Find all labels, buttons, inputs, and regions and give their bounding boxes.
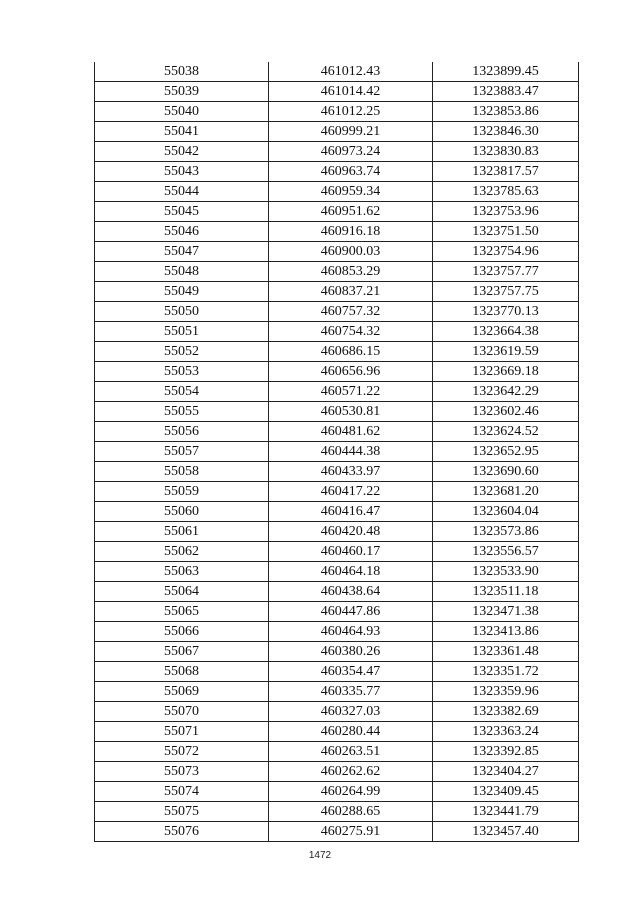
easting-cell: 460433.97	[269, 462, 433, 482]
table-row	[95, 322, 579, 342]
table-row	[95, 822, 579, 842]
northing-cell: 1323511.18	[433, 582, 579, 602]
easting-cell: 461012.25	[269, 102, 433, 122]
northing-cell: 1323830.83	[433, 142, 579, 162]
table-row	[95, 682, 579, 702]
coordinate-table	[94, 62, 579, 842]
northing-cell: 1323681.20	[433, 482, 579, 502]
easting-cell: 460460.17	[269, 542, 433, 562]
table-row	[95, 662, 579, 682]
northing-cell: 1323751.50	[433, 222, 579, 242]
northing-cell: 1323361.48	[433, 642, 579, 662]
table-row	[95, 122, 579, 142]
northing-cell: 1323556.57	[433, 542, 579, 562]
easting-cell: 460481.62	[269, 422, 433, 442]
easting-cell: 460420.48	[269, 522, 433, 542]
northing-cell: 1323652.95	[433, 442, 579, 462]
table-row	[95, 802, 579, 822]
point-id-cell: 55065	[95, 602, 269, 622]
table-row	[95, 182, 579, 202]
easting-cell: 461012.43	[269, 62, 433, 82]
easting-cell: 460335.77	[269, 682, 433, 702]
northing-cell: 1323457.40	[433, 822, 579, 842]
point-id-cell: 55053	[95, 362, 269, 382]
easting-cell: 460686.15	[269, 342, 433, 362]
easting-cell: 460571.22	[269, 382, 433, 402]
northing-cell: 1323409.45	[433, 782, 579, 802]
table-row	[95, 482, 579, 502]
table-row	[95, 142, 579, 162]
northing-cell: 1323413.86	[433, 622, 579, 642]
table-body	[95, 62, 579, 842]
northing-cell: 1323883.47	[433, 82, 579, 102]
easting-cell: 460999.21	[269, 122, 433, 142]
northing-cell: 1323817.57	[433, 162, 579, 182]
coordinate-table-container	[94, 62, 578, 842]
easting-cell: 460380.26	[269, 642, 433, 662]
point-id-cell: 55069	[95, 682, 269, 702]
point-id-cell: 55043	[95, 162, 269, 182]
table-row	[95, 762, 579, 782]
easting-cell: 460754.32	[269, 322, 433, 342]
point-id-cell: 55049	[95, 282, 269, 302]
easting-cell: 460444.38	[269, 442, 433, 462]
northing-cell: 1323471.38	[433, 602, 579, 622]
easting-cell: 460464.93	[269, 622, 433, 642]
northing-cell: 1323757.75	[433, 282, 579, 302]
easting-cell: 460275.91	[269, 822, 433, 842]
point-id-cell: 55057	[95, 442, 269, 462]
table-row	[95, 282, 579, 302]
point-id-cell: 55063	[95, 562, 269, 582]
table-row	[95, 742, 579, 762]
point-id-cell: 55073	[95, 762, 269, 782]
point-id-cell: 55050	[95, 302, 269, 322]
northing-cell: 1323533.90	[433, 562, 579, 582]
northing-cell: 1323363.24	[433, 722, 579, 742]
northing-cell: 1323690.60	[433, 462, 579, 482]
table-row	[95, 162, 579, 182]
northing-cell: 1323846.30	[433, 122, 579, 142]
point-id-cell: 55070	[95, 702, 269, 722]
northing-cell: 1323573.86	[433, 522, 579, 542]
point-id-cell: 55071	[95, 722, 269, 742]
point-id-cell: 55054	[95, 382, 269, 402]
northing-cell: 1323441.79	[433, 802, 579, 822]
northing-cell: 1323899.45	[433, 62, 579, 82]
table-row	[95, 82, 579, 102]
easting-cell: 460973.24	[269, 142, 433, 162]
northing-cell: 1323664.38	[433, 322, 579, 342]
point-id-cell: 55062	[95, 542, 269, 562]
table-row	[95, 522, 579, 542]
northing-cell: 1323754.96	[433, 242, 579, 262]
page-number: 1472	[308, 850, 332, 861]
easting-cell: 460262.62	[269, 762, 433, 782]
easting-cell: 460327.03	[269, 702, 433, 722]
table-row	[95, 362, 579, 382]
easting-cell: 460853.29	[269, 262, 433, 282]
table-row	[95, 262, 579, 282]
easting-cell: 461014.42	[269, 82, 433, 102]
point-id-cell: 55076	[95, 822, 269, 842]
easting-cell: 460530.81	[269, 402, 433, 422]
table-row	[95, 562, 579, 582]
table-row	[95, 642, 579, 662]
northing-cell: 1323351.72	[433, 662, 579, 682]
easting-cell: 460288.65	[269, 802, 433, 822]
table-row	[95, 422, 579, 442]
easting-cell: 460656.96	[269, 362, 433, 382]
point-id-cell: 55068	[95, 662, 269, 682]
point-id-cell: 55067	[95, 642, 269, 662]
table-row	[95, 102, 579, 122]
point-id-cell: 55064	[95, 582, 269, 602]
point-id-cell: 55047	[95, 242, 269, 262]
point-id-cell: 55055	[95, 402, 269, 422]
easting-cell: 460416.47	[269, 502, 433, 522]
point-id-cell: 55052	[95, 342, 269, 362]
point-id-cell: 55045	[95, 202, 269, 222]
easting-cell: 460837.21	[269, 282, 433, 302]
table-row	[95, 382, 579, 402]
easting-cell: 460264.99	[269, 782, 433, 802]
northing-cell: 1323604.04	[433, 502, 579, 522]
northing-cell: 1323382.69	[433, 702, 579, 722]
table-row	[95, 722, 579, 742]
northing-cell: 1323753.96	[433, 202, 579, 222]
northing-cell: 1323853.86	[433, 102, 579, 122]
table-row	[95, 202, 579, 222]
table-row	[95, 242, 579, 262]
northing-cell: 1323359.96	[433, 682, 579, 702]
easting-cell: 460464.18	[269, 562, 433, 582]
northing-cell: 1323642.29	[433, 382, 579, 402]
point-id-cell: 55044	[95, 182, 269, 202]
table-row	[95, 582, 579, 602]
point-id-cell: 55060	[95, 502, 269, 522]
point-id-cell: 55066	[95, 622, 269, 642]
table-row	[95, 342, 579, 362]
point-id-cell: 55048	[95, 262, 269, 282]
table-row	[95, 62, 579, 82]
northing-cell: 1323770.13	[433, 302, 579, 322]
table-row	[95, 442, 579, 462]
point-id-cell: 55046	[95, 222, 269, 242]
table-row	[95, 402, 579, 422]
northing-cell: 1323404.27	[433, 762, 579, 782]
easting-cell: 460757.32	[269, 302, 433, 322]
point-id-cell: 55051	[95, 322, 269, 342]
table-row	[95, 462, 579, 482]
point-id-cell: 55041	[95, 122, 269, 142]
table-row	[95, 542, 579, 562]
northing-cell: 1323624.52	[433, 422, 579, 442]
northing-cell: 1323392.85	[433, 742, 579, 762]
northing-cell: 1323785.63	[433, 182, 579, 202]
northing-cell: 1323669.18	[433, 362, 579, 382]
northing-cell: 1323619.59	[433, 342, 579, 362]
point-id-cell: 55056	[95, 422, 269, 442]
table-row	[95, 502, 579, 522]
northing-cell: 1323602.46	[433, 402, 579, 422]
point-id-cell: 55040	[95, 102, 269, 122]
point-id-cell: 55074	[95, 782, 269, 802]
northing-cell: 1323757.77	[433, 262, 579, 282]
table-row	[95, 302, 579, 322]
easting-cell: 460951.62	[269, 202, 433, 222]
easting-cell: 460959.34	[269, 182, 433, 202]
table-row	[95, 622, 579, 642]
table-row	[95, 702, 579, 722]
table-row	[95, 782, 579, 802]
point-id-cell: 55042	[95, 142, 269, 162]
table-row	[95, 222, 579, 242]
table-row	[95, 602, 579, 622]
point-id-cell: 55039	[95, 82, 269, 102]
point-id-cell: 55061	[95, 522, 269, 542]
easting-cell: 460417.22	[269, 482, 433, 502]
point-id-cell: 55059	[95, 482, 269, 502]
easting-cell: 460963.74	[269, 162, 433, 182]
easting-cell: 460900.03	[269, 242, 433, 262]
easting-cell: 460263.51	[269, 742, 433, 762]
easting-cell: 460447.86	[269, 602, 433, 622]
easting-cell: 460354.47	[269, 662, 433, 682]
point-id-cell: 55038	[95, 62, 269, 82]
point-id-cell: 55058	[95, 462, 269, 482]
point-id-cell: 55072	[95, 742, 269, 762]
easting-cell: 460438.64	[269, 582, 433, 602]
easting-cell: 460280.44	[269, 722, 433, 742]
point-id-cell: 55075	[95, 802, 269, 822]
easting-cell: 460916.18	[269, 222, 433, 242]
